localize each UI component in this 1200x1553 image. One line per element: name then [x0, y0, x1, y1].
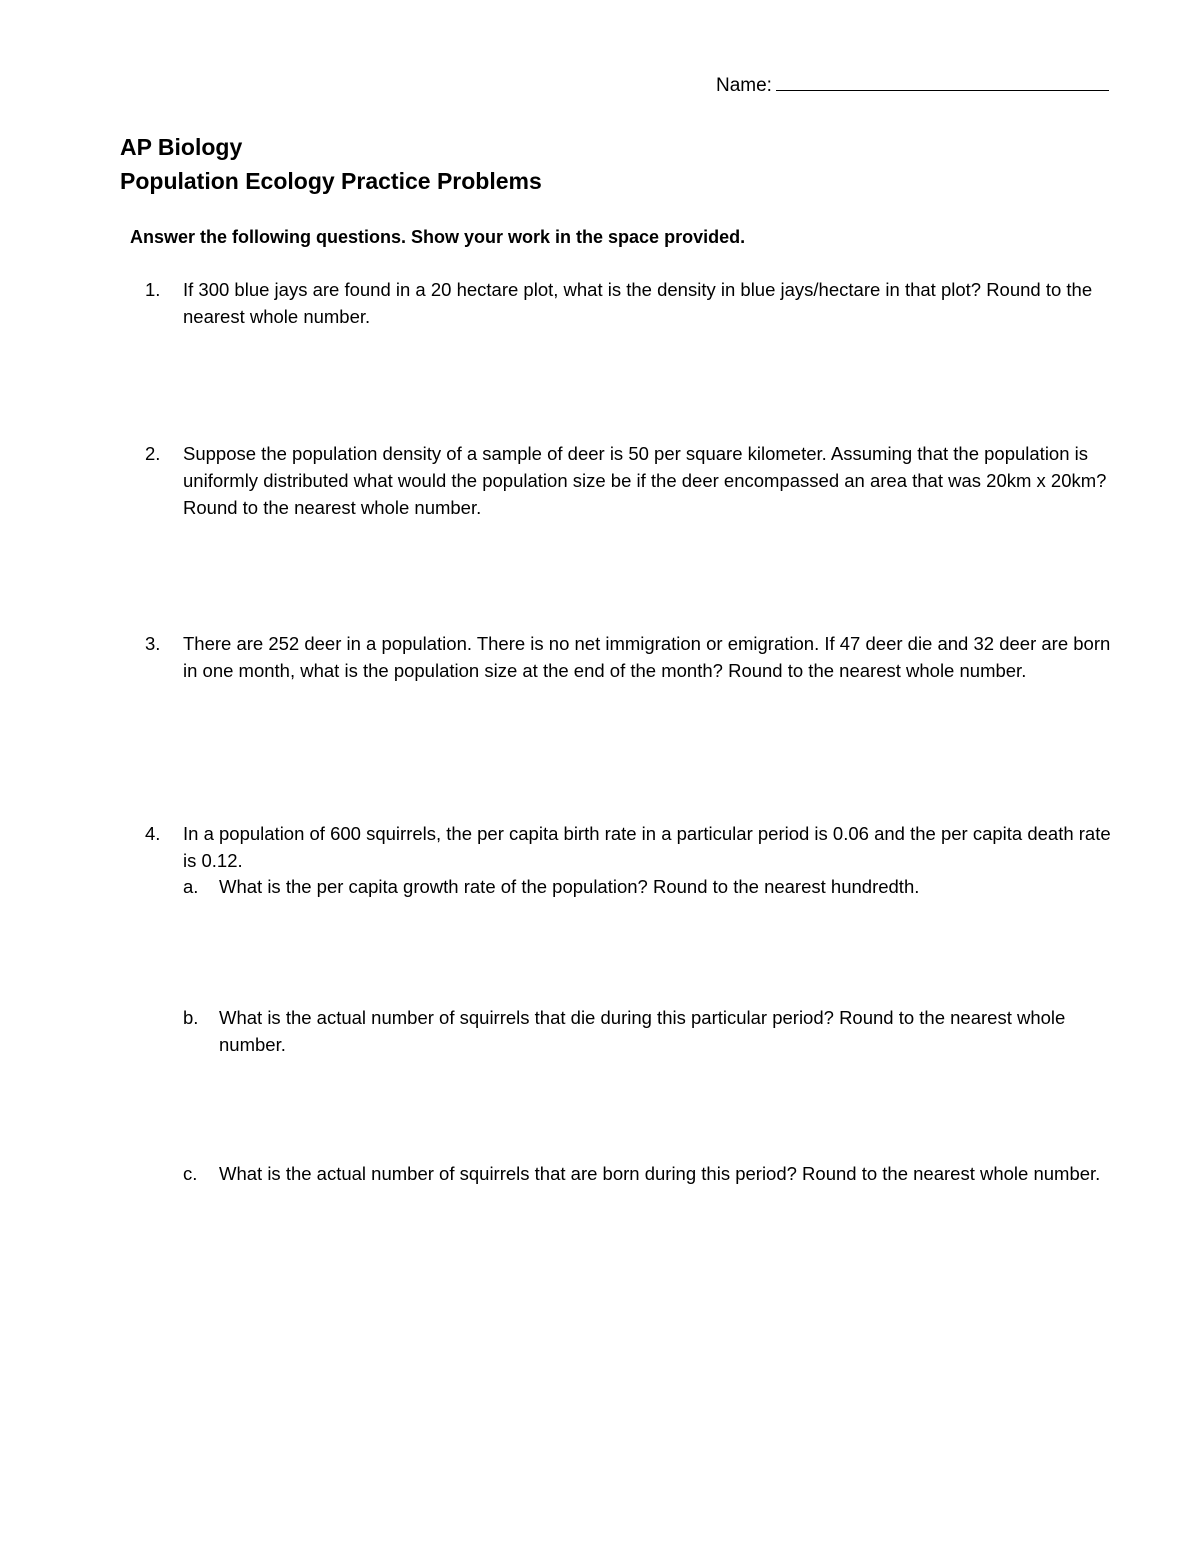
part-letter: c.	[183, 1163, 198, 1184]
part-text: What is the per capita growth rate of the population? Round to the nearest hundredth.	[219, 876, 920, 897]
question-text: Suppose the population density of a sample of deer is 50 per square kilometer. Assuming that the population is uniformly distributed what would the population size be if the deer encompassed an area that was 20km x 20km? Round to the nearest whole number.	[183, 443, 1107, 518]
instructions: Answer the following questions. Show your work in the space provided.	[130, 227, 746, 247]
question-2	[145, 440, 1115, 521]
course-title: AP Biology	[120, 134, 243, 160]
part-letter: a.	[183, 876, 199, 897]
question-number: 4.	[145, 823, 161, 844]
question-1	[145, 276, 1115, 330]
worksheet-title: Population Ecology Practice Problems	[120, 168, 542, 194]
question-4	[145, 820, 1115, 874]
question-text: There are 252 deer in a population. There is no net immigration or emigration. If 47 deer die and 32 deer are born in one month, what is the population size at the end of the month? Round to the nearest whole number.	[183, 633, 1111, 681]
part-text: What is the actual number of squirrels that are born during this period? Round to the nearest whole number.	[219, 1163, 1101, 1184]
question-4a	[183, 873, 1113, 900]
name-label: Name:	[716, 75, 772, 96]
question-text: If 300 blue jays are found in a 20 hectare plot, what is the density in blue jays/hectare in that plot? Round to the nearest whole number.	[183, 279, 1093, 327]
part-letter: b.	[183, 1007, 199, 1028]
part-text: What is the actual number of squirrels that die during this particular period? Round to the nearest whole number.	[219, 1007, 1066, 1055]
question-number: 1.	[145, 279, 161, 300]
question-3	[145, 630, 1115, 684]
question-text: In a population of 600 squirrels, the per capita birth rate in a particular period is 0.06 and the per capita death rate is 0.12.	[183, 823, 1111, 871]
question-4b	[183, 1004, 1113, 1058]
question-number: 3.	[145, 633, 161, 654]
name-blank-line	[776, 72, 1109, 91]
name-field	[716, 72, 1109, 99]
question-number: 2.	[145, 443, 161, 464]
question-4c	[183, 1160, 1113, 1187]
